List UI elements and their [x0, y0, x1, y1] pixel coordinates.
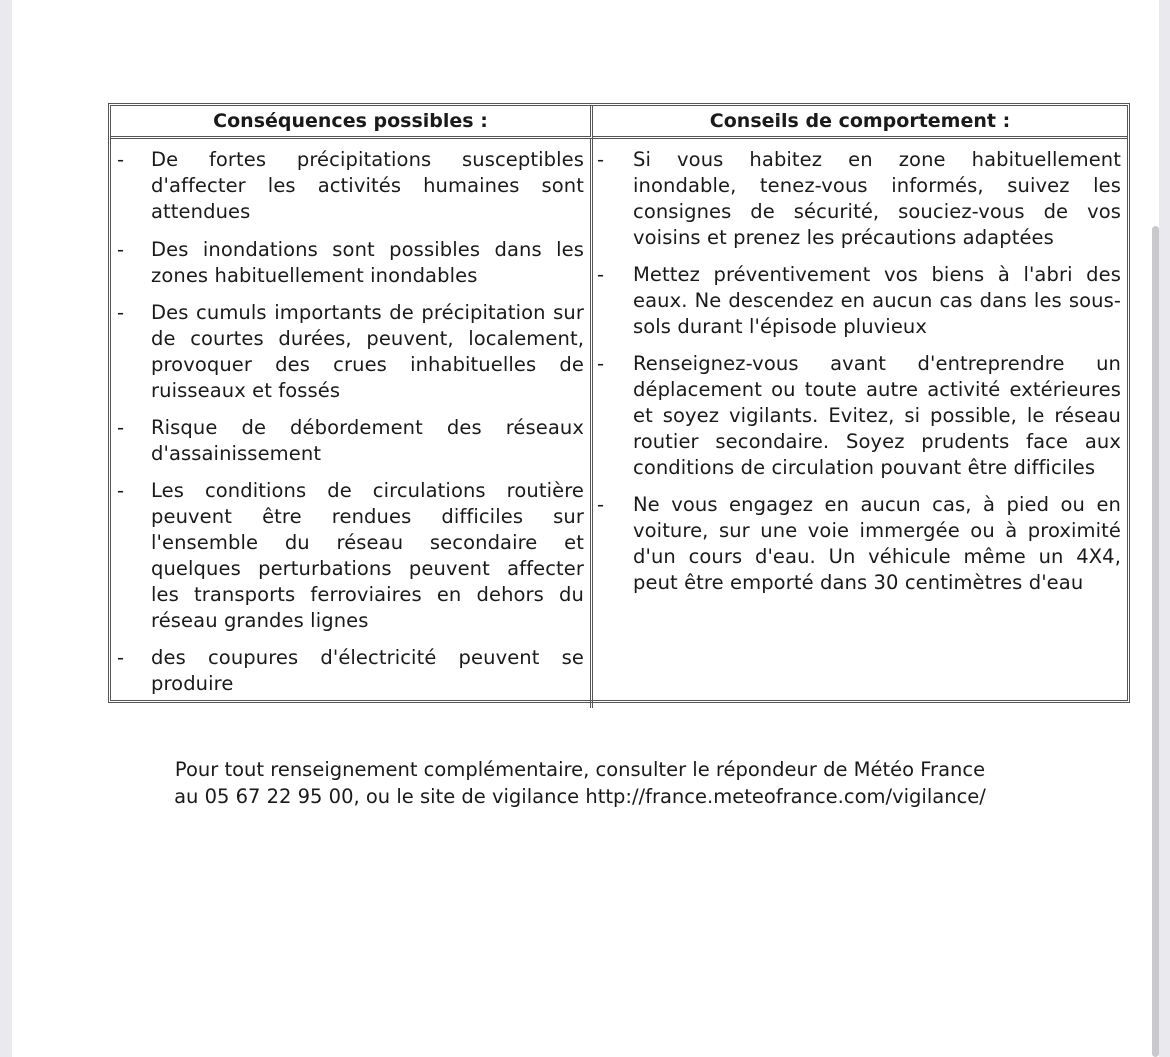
advice-text: Mettez préventivement vos biens à l'abri des eaux. Ne descendez en aucun cas dans les sous-sols durant l'épisode pluvieux	[633, 263, 1121, 338]
bullet-dash: -	[117, 416, 125, 439]
bullet-dash: -	[117, 646, 125, 669]
consequence-item	[111, 300, 590, 404]
advice-text: Ne vous engagez en aucun cas, à pied ou en voiture, sur une voie immergée ou à proximité d'un cours d'eau. Un véhicule même un 4X4, peut être emporté dans 30 centimètres d'eau	[633, 493, 1121, 594]
bullet-dash: -	[117, 479, 125, 502]
bullet-dash: -	[597, 148, 605, 171]
footer-line-2: au 05 67 22 95 00, ou le site de vigilance http://france.meteofrance.com/vigilance/	[174, 785, 986, 808]
footer-line-1: Pour tout renseignement complémentaire, consulter le répondeur de Météo France	[174, 758, 986, 781]
consequence-item	[111, 478, 590, 634]
consequences-header: Conséquences possibles :	[111, 106, 593, 139]
consequence-text: Des cumuls importants de précipitation sur de courtes durées, peuvent, localement, provoquer des crues inhabituelles de ruisseaux et fossés	[151, 301, 584, 402]
advice-text: Si vous habitez en zone habituellement inondable, tenez-vous informés, suivez les consignes de sécurité, souciez-vous de vos voisins et prenez les précautions adaptées	[633, 148, 1121, 249]
consequence-text: De fortes précipitations susceptibles d'affecter les activités humaines sont attendues	[151, 148, 584, 223]
bullet-dash: -	[597, 263, 605, 286]
consequence-item	[111, 415, 590, 467]
consequence-text: des coupures d'électricité peuvent se produire	[151, 646, 584, 695]
alert-table	[108, 103, 1130, 703]
advice-cell	[593, 139, 1127, 708]
bullet-dash: -	[597, 352, 605, 375]
vertical-scrollbar[interactable]	[1152, 226, 1159, 1057]
advice-header: Conseils de comportement :	[593, 106, 1127, 139]
consequence-text: Risque de débordement des réseaux d'assainissement	[151, 416, 584, 465]
advice-text: Renseignez-vous avant d'entreprendre un déplacement ou toute autre activité extérieures et soyez vigilants. Evitez, si possible, le réseau routier secondaire. Soyez prudents face aux conditions de circulation pouvant être difficiles	[633, 352, 1121, 479]
advice-item	[593, 492, 1127, 596]
consequence-text: Les conditions de circulations routière peuvent être rendues difficiles sur l'ensemble du réseau secondaire et quelques perturbations peuvent affecter les transports ferroviaires en dehors du réseau grandes lignes	[151, 479, 584, 632]
consequence-item	[111, 237, 590, 289]
contact-footer	[0, 756, 1160, 810]
bullet-dash: -	[597, 493, 605, 516]
bullet-dash: -	[117, 301, 125, 324]
consequence-text: Des inondations sont possibles dans les zones habituellement inondables	[151, 238, 584, 287]
advice-item	[593, 147, 1127, 251]
advice-item	[593, 262, 1127, 340]
bullet-dash: -	[117, 238, 125, 261]
consequence-item	[111, 147, 590, 225]
consequence-item	[111, 645, 590, 697]
consequences-cell	[111, 139, 593, 708]
bullet-dash: -	[117, 148, 125, 171]
advice-item	[593, 351, 1127, 481]
